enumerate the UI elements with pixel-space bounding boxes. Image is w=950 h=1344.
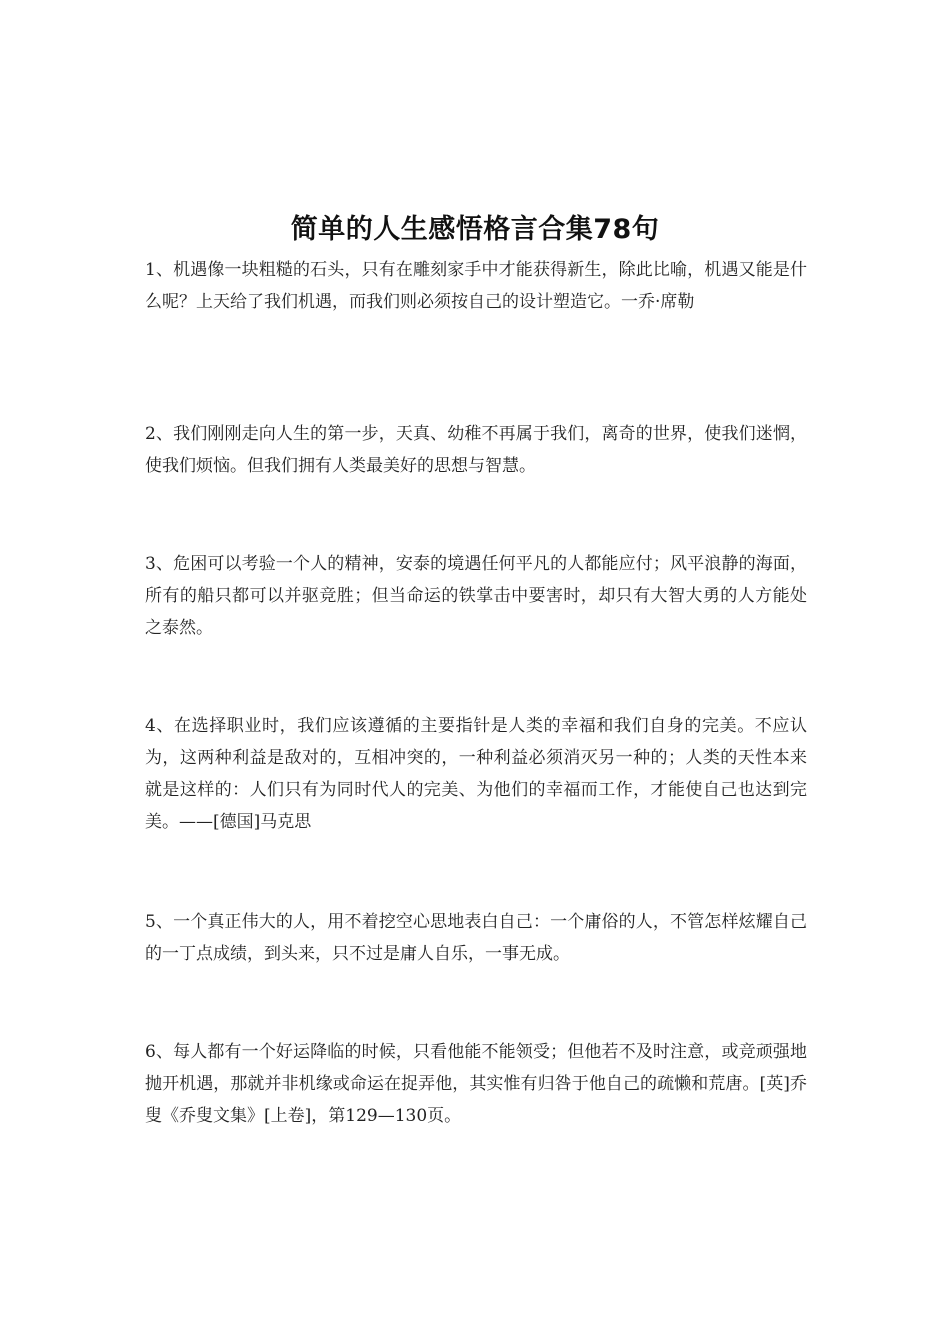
quote-paragraph: 2、我们刚刚走向人生的第一步，天真、幼稚不再属于我们，离奇的世界，使我们迷惘，使我们烦恼。但我们拥有人类最美好的思想与智慧。 <box>145 424 807 476</box>
quote-paragraph: 4、在选择职业时，我们应该遵循的主要指针是人类的幸福和我们自身的完美。不应认为，这两种利益是敌对的，互相冲突的，一种利益必须消灭另一种的；人类的天性本来就是这样的：人们只有为同时代人的完美、为他们的幸福而工作，才能使自己也达到完美。——[德国]马克思 <box>145 716 807 832</box>
quote-paragraph: 1、机遇像一块粗糙的石头，只有在雕刻家手中才能获得新生，除此比喻，机遇又能是什么呢？上天给了我们机遇，而我们则必须按自己的设计塑造它。一乔·席勒 <box>145 260 807 312</box>
quote-paragraph: 3、危困可以考验一个人的精神，安泰的境遇任何平凡的人都能应付；风平浪静的海面，所有的船只都可以并驱竞胜；但当命运的铁掌击中要害时，却只有大智大勇的人方能处之泰然。 <box>145 554 807 638</box>
quote-paragraph: 5、一个真正伟大的人，用不着挖空心思地表白自己：一个庸俗的人，不管怎样炫耀自己的一丁点成绩，到头来，只不过是庸人自乐，一事无成。 <box>145 912 807 964</box>
document-title: 简单的人生感悟格言合集78句 <box>290 214 660 246</box>
quote-paragraph: 6、每人都有一个好运降临的时候，只看他能不能领受；但他若不及时注意，或竞顽强地抛开机遇，那就并非机缘或命运在捉弄他，其实惟有归咎于他自己的疏懒和荒唐。[英]乔叟《乔叟文集》[上卷]，第129—130页。 <box>145 1042 807 1126</box>
